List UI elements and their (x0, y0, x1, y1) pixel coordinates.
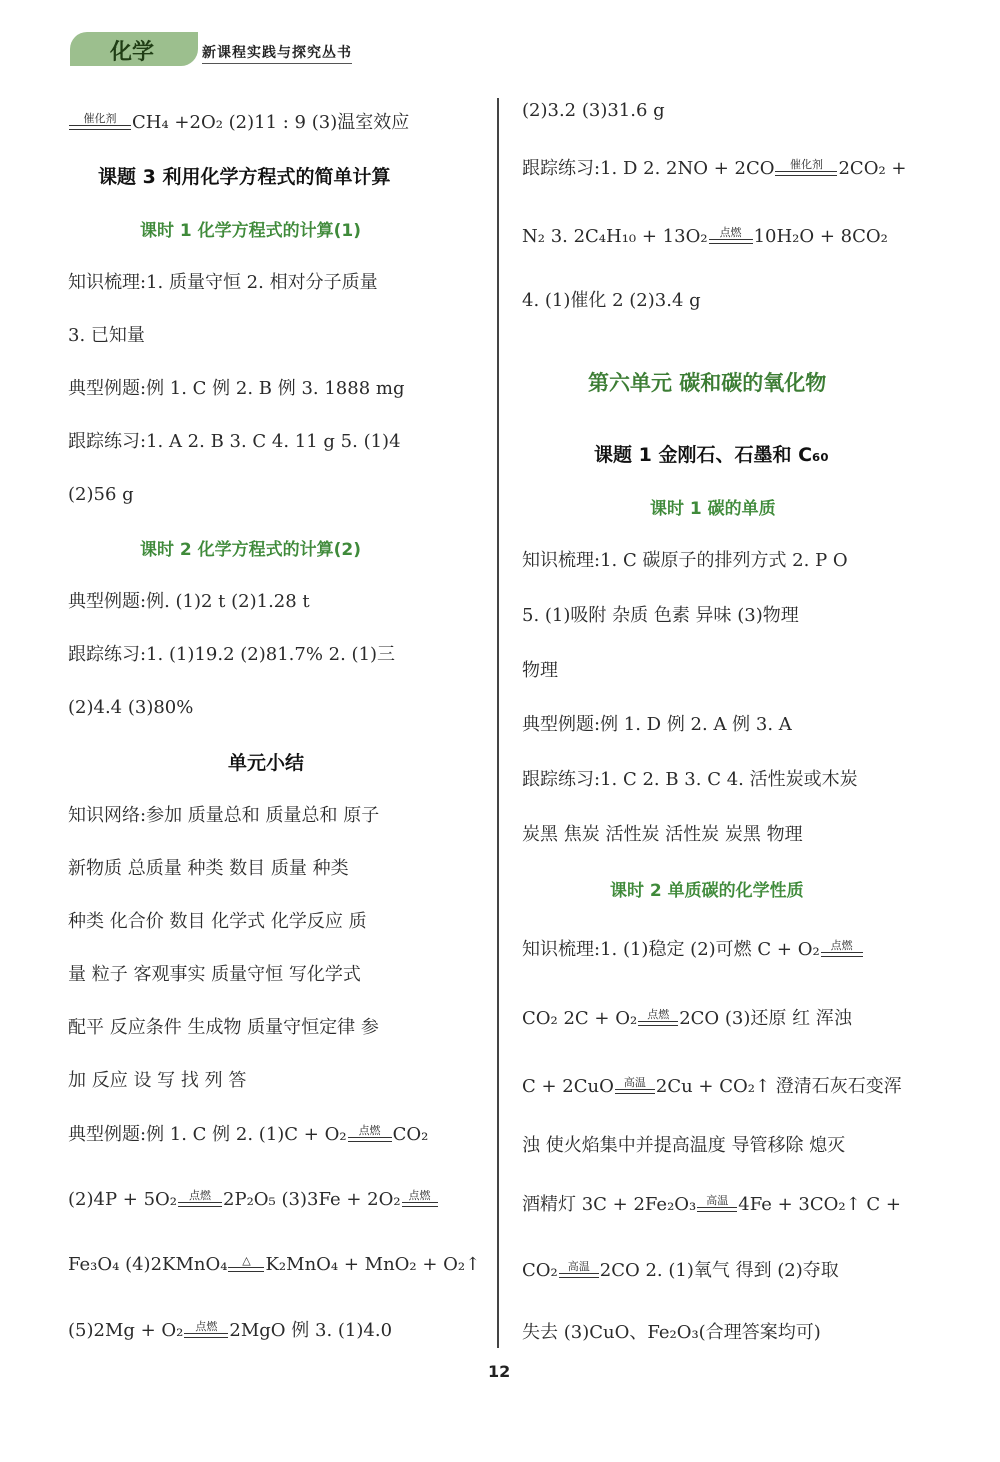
reaction-condition: 高温 (615, 1077, 655, 1100)
answer-line: 跟踪练习:1. C 2. B 3. C 4. 活性炭或木炭 (522, 769, 858, 790)
reaction-condition: 点燃 (402, 1190, 438, 1213)
reaction-condition: 高温 (697, 1195, 737, 1218)
reaction-condition: 点燃 (348, 1125, 392, 1148)
reaction-condition: 催化剂 (69, 113, 131, 136)
reaction-condition: 催化剂 (775, 159, 837, 182)
answer-line: 典型例题:例 1. C 例 2. (1)C + O₂ 点燃 CO₂ (68, 1122, 428, 1148)
answer-line: 新物质 总质量 种类 数目 质量 种类 (68, 858, 349, 879)
page-number: 12 (488, 1362, 511, 1381)
reaction-condition: 点燃 (709, 227, 753, 250)
answer-line: 知识梳理:1. C 碳原子的排列方式 2. P O (522, 550, 848, 571)
reaction-condition: 点燃 (178, 1190, 222, 1213)
reaction-condition: 点燃 (638, 1009, 678, 1032)
answer-line: (2)4P + 5O₂ 点燃 2P₂O₅ (3)3Fe + 2O₂ 点燃 (68, 1187, 439, 1213)
answer-line: 酒精灯 3C + 2Fe₂O₃ 高温 4Fe + 3CO₂↑ C + (522, 1192, 901, 1218)
lesson-title: 课题 1 金刚石、石墨和 C₆₀ (594, 444, 829, 466)
answer-line: 浊 使火焰集中并提高温度 导管移除 熄灭 (522, 1135, 846, 1156)
answer-line: (2)56 g (68, 484, 134, 505)
answer-line: Fe₃O₄ (4)2KMnO₄ △ K₂MnO₄ + MnO₂ + O₂↑ (68, 1252, 480, 1278)
answer-line: (2)3.2 (3)31.6 g (522, 100, 665, 121)
answer-line: 3. 已知量 (68, 325, 145, 346)
answer-line: 失去 (3)CuO、Fe₂O₃(合理答案均可) (522, 1322, 821, 1343)
answer-line: CO₂ 2C + O₂ 点燃 2CO (3)还原 红 浑浊 (522, 1006, 852, 1032)
column-divider (497, 98, 499, 1348)
answer-line: 跟踪练习:1. D 2. 2NO + 2CO 催化剂 2CO₂ + (522, 156, 907, 182)
subject-tab (70, 32, 198, 66)
lesson-title: 课题 3 利用化学方程式的简单计算 (98, 166, 391, 188)
reaction-condition: △ (228, 1255, 264, 1278)
answer-line: 典型例题:例 1. C 例 2. B 例 3. 1888 mg (68, 378, 405, 399)
answer-line: 物理 (522, 660, 558, 681)
answer-line: 知识梳理:1. 质量守恒 2. 相对分子质量 (68, 272, 378, 293)
answer-line: C + 2CuO 高温 2Cu + CO₂↑ 澄清石灰石变浑 (522, 1074, 902, 1100)
answer-line: (5)2Mg + O₂ 点燃 2MgO 例 3. (1)4.0 (68, 1318, 392, 1344)
answer-line: 种类 化合价 数目 化学式 化学反应 质 (68, 911, 367, 932)
reaction-condition: 点燃 (184, 1321, 228, 1344)
answer-line: (2)4.4 (3)80% (68, 697, 194, 718)
answer-line: 催化剂 CH₄ +2O₂ (2)11 : 9 (3)温室效应 (68, 104, 409, 136)
unit-title: 第六单元 碳和碳的氧化物 (588, 371, 827, 395)
answer-line: 4. (1)催化 2 (2)3.4 g (522, 290, 701, 311)
answer-line: 5. (1)吸附 杂质 色素 异味 (3)物理 (522, 605, 799, 626)
series-title: 新课程实践与探究丛书 (202, 42, 352, 64)
summary-title: 单元小结 (228, 752, 305, 774)
reaction-condition: 点燃 (821, 940, 863, 963)
period-title: 课时 2 单质碳的化学性质 (610, 881, 804, 901)
answer-line: 跟踪练习:1. (1)19.2 (2)81.7% 2. (1)三 (68, 644, 396, 665)
period-title: 课时 1 碳的单质 (650, 499, 776, 519)
answer-line: 跟踪练习:1. A 2. B 3. C 4. 11 g 5. (1)4 (68, 431, 401, 452)
answer-line: 炭黑 焦炭 活性炭 活性炭 炭黑 物理 (522, 824, 803, 845)
reaction-condition: 高温 (559, 1261, 599, 1284)
answer-line: 量 粒子 客观事实 质量守恒 写化学式 (68, 964, 361, 985)
answer-line: 典型例题:例. (1)2 t (2)1.28 t (68, 591, 310, 612)
answer-line: CO₂ 高温 2CO 2. (1)氧气 得到 (2)夺取 (522, 1258, 839, 1284)
period-title: 课时 2 化学方程式的计算(2) (140, 540, 362, 560)
answer-line: 典型例题:例 1. D 例 2. A 例 3. A (522, 714, 792, 735)
answer-line: N₂ 3. 2C₄H₁₀ + 13O₂ 点燃 10H₂O + 8CO₂ (522, 224, 888, 250)
period-title: 课时 1 化学方程式的计算(1) (140, 221, 362, 241)
answer-line: 知识梳理:1. (1)稳定 (2)可燃 C + O₂ 点燃 (522, 937, 864, 963)
subject-label: 化学 (110, 40, 155, 65)
answer-line: 配平 反应条件 生成物 质量守恒定律 参 (68, 1017, 379, 1038)
answer-line: 加 反应 设 写 找 列 答 (68, 1070, 247, 1091)
answer-line: 知识网络:参加 质量总和 质量总和 原子 (68, 805, 380, 826)
page-header (70, 32, 370, 66)
